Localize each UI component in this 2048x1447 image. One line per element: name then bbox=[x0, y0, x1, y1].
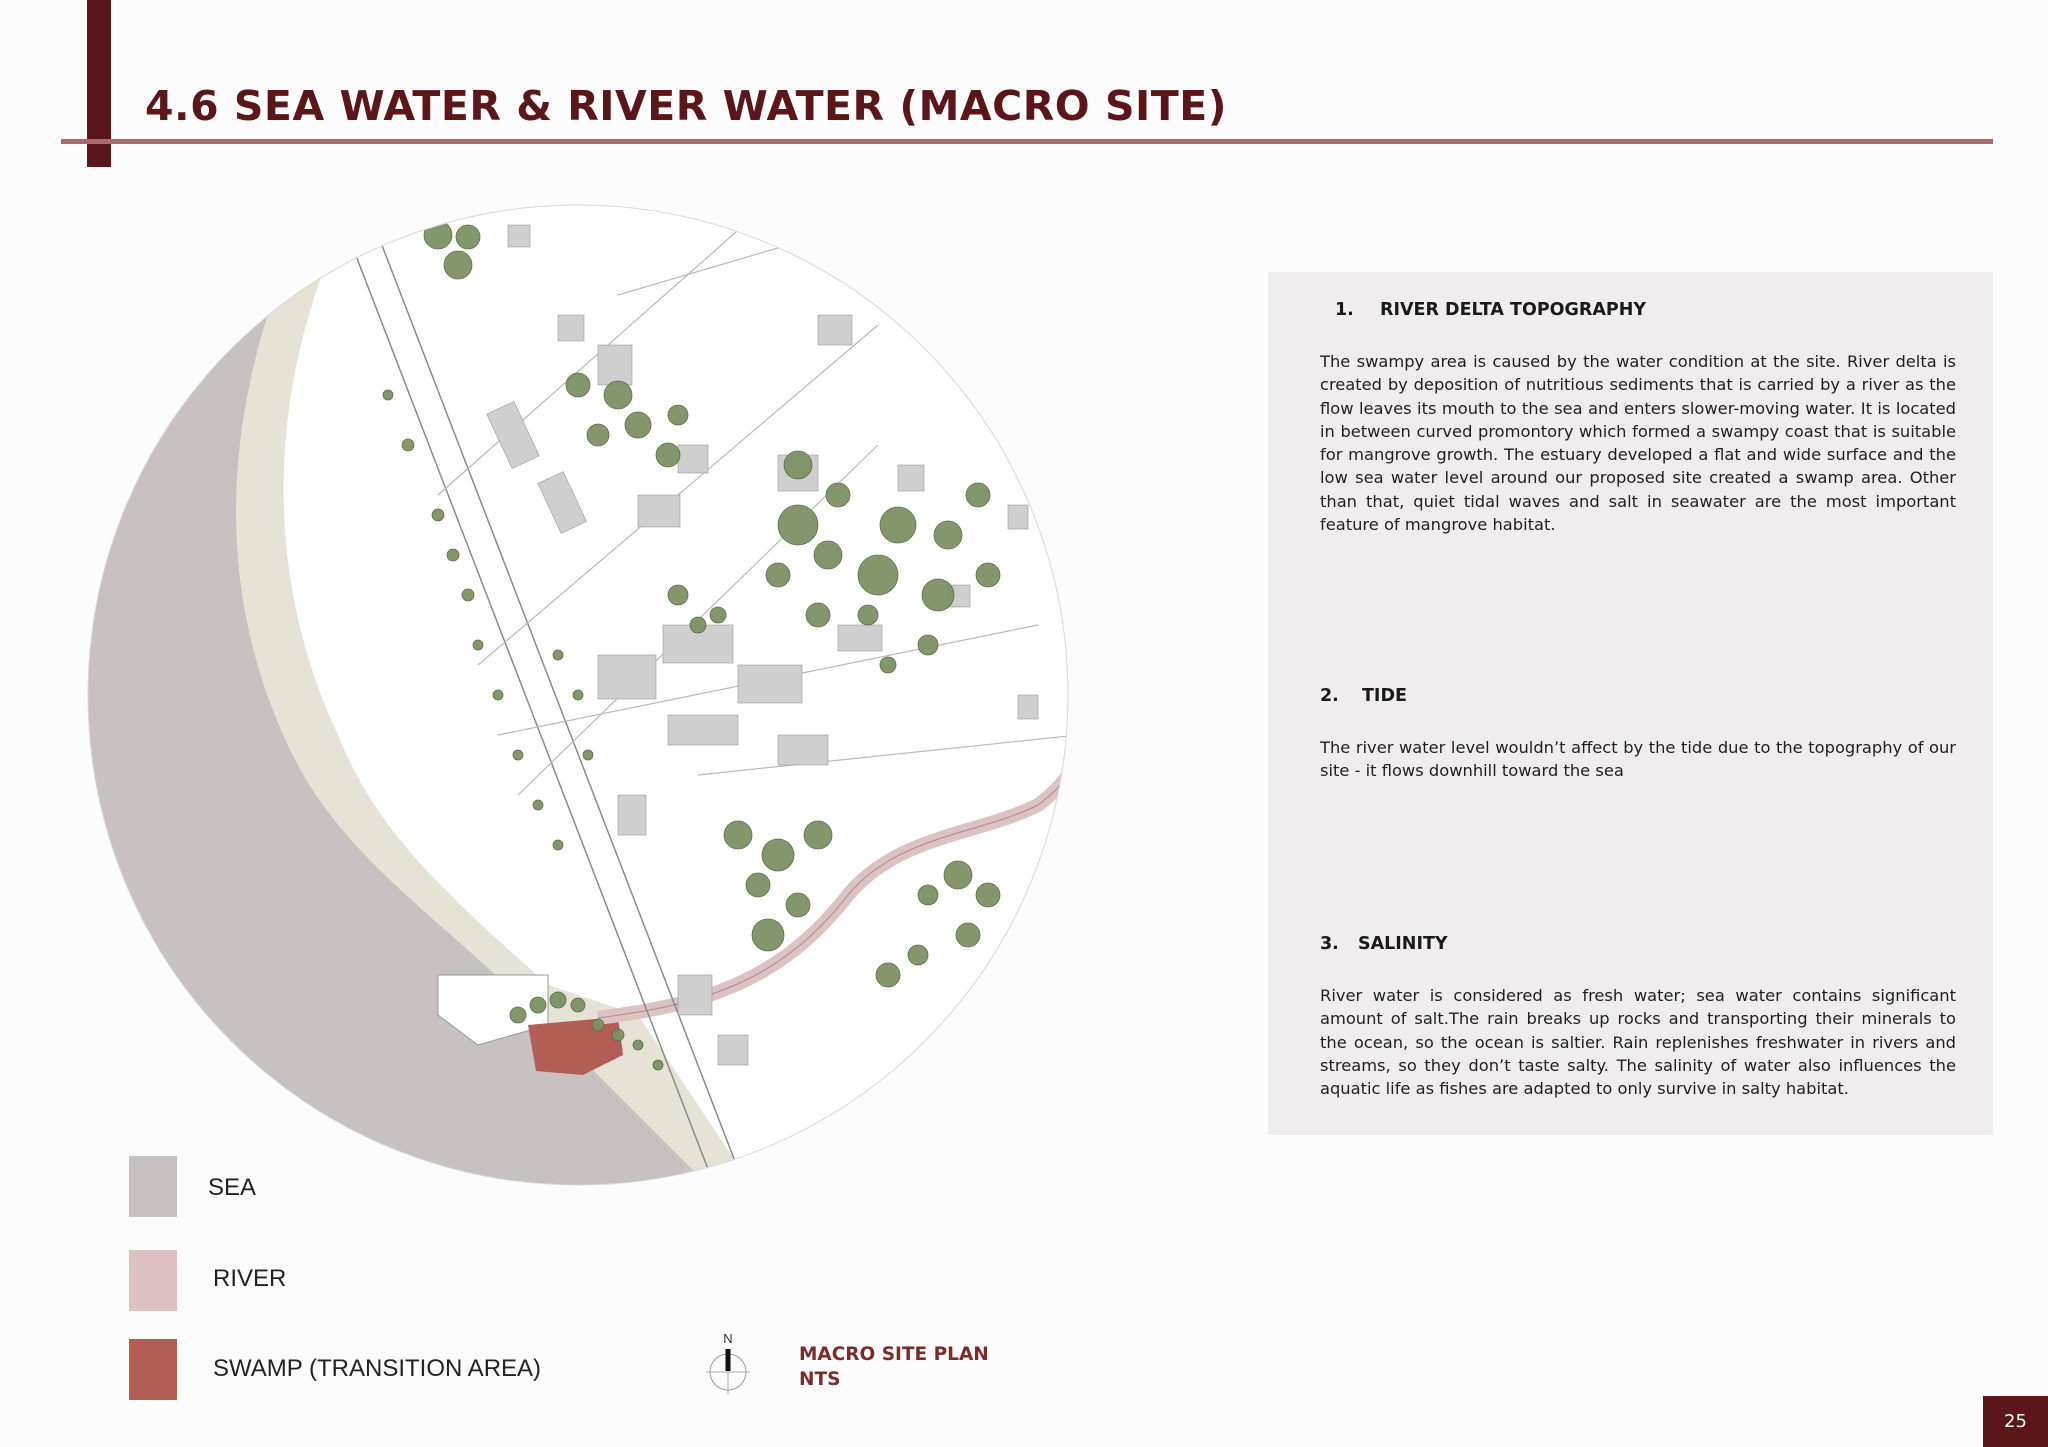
section-number: 2. bbox=[1320, 686, 1339, 706]
info-panel bbox=[1268, 272, 1993, 1135]
macro-site-plan-map bbox=[78, 195, 1078, 1195]
section-title: TIDE bbox=[1362, 686, 1407, 706]
legend-swatch-sea bbox=[129, 1156, 177, 1217]
legend-label-river: RIVER bbox=[213, 1265, 287, 1292]
legend-label-sea: SEA bbox=[208, 1174, 257, 1201]
section-heading bbox=[1320, 934, 1956, 954]
section-heading bbox=[1320, 686, 1956, 706]
section-river-delta bbox=[1320, 300, 1956, 536]
section-body: River water is considered as fresh water; sea water contains significant amount of salt.The rain breaks up rocks and transporting their minerals to the ocean, so the ocean is saltier. Rain replenishes freshwater in rivers and streams, so they don’t taste salty. The salinity of water also influences the aquatic life as fishes are adapted to only survive in salty habitat. bbox=[1320, 986, 1956, 1099]
north-arrow-icon bbox=[702, 1332, 754, 1394]
legend-swatch-river bbox=[129, 1250, 177, 1311]
north-label: N bbox=[723, 1332, 733, 1346]
section-number: 3. bbox=[1320, 934, 1339, 954]
section-body: The river water level wouldn’t affect by the tide due to the topography of our site - it flows downhill toward the sea bbox=[1320, 738, 1956, 781]
section-number: 1. bbox=[1335, 300, 1354, 320]
page-title: 4.6 SEA WATER & RIVER WATER (MACRO SITE) bbox=[145, 82, 1227, 130]
plan-caption-scale: NTS bbox=[799, 1369, 841, 1390]
section-title: SALINITY bbox=[1358, 934, 1448, 954]
plan-caption-title: MACRO SITE PLAN bbox=[799, 1344, 989, 1365]
section-tide bbox=[1320, 686, 1956, 783]
legend-label-swamp: SWAMP (TRANSITION AREA) bbox=[213, 1355, 542, 1382]
plan-caption bbox=[799, 1342, 989, 1392]
legend-swatch-swamp bbox=[129, 1339, 177, 1400]
section-heading bbox=[1320, 300, 1956, 320]
section-body: The swampy area is caused by the water condition at the site. River delta is created by deposition of nutritious sediments that is carried by a river as the flow leaves its mouth to the sea and enters slower-moving water. It is located in between curved promontory which formed a swampy coast that is suitable for mangrove growth. The estuary developed a flat and wide surface and the low sea water level around our proposed site created a swamp area. Other than that, quiet tidal waves and salt in seawater are the most important feature of mangrove habitat. bbox=[1320, 352, 1956, 535]
section-title: RIVER DELTA TOPOGRAPHY bbox=[1380, 300, 1647, 320]
title-divider bbox=[61, 139, 1993, 144]
section-salinity bbox=[1320, 934, 1956, 1100]
page-number: 25 bbox=[1983, 1396, 2048, 1447]
